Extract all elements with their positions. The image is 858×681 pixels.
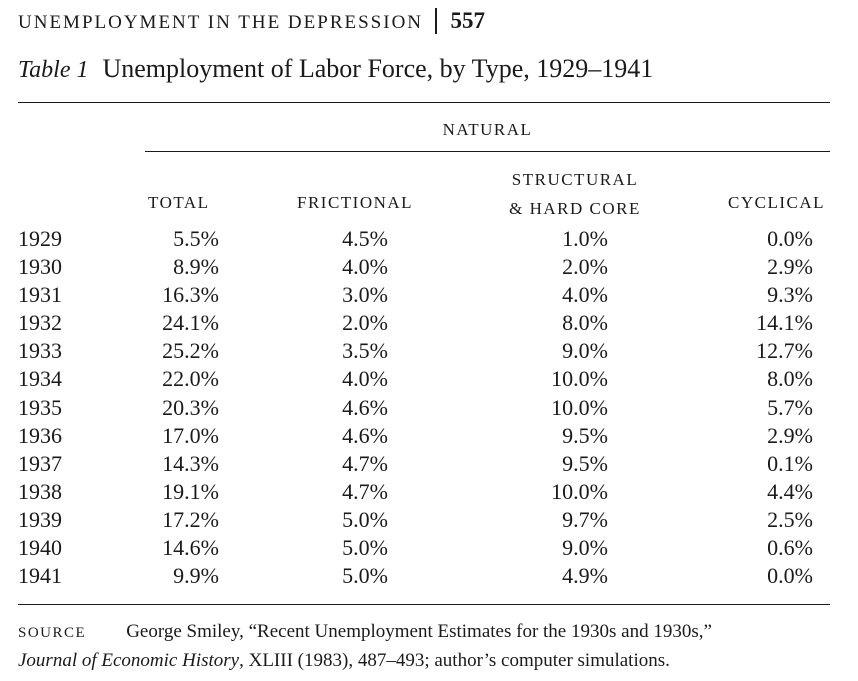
year-cell: 1933 [18,338,62,364]
table-row [0,507,858,535]
cyclical-cell: 2.5% [767,506,813,532]
frictional-cell: 4.7% [342,450,388,476]
table-row [0,535,858,563]
frictional-cell: 5.0% [342,563,388,589]
total-cell: 24.1% [162,310,219,336]
running-head-title: UNEMPLOYMENT IN THE DEPRESSION [18,12,424,33]
table-row [0,254,858,282]
column-header-frictional: FRICTIONAL [297,193,414,212]
table-label: Table 1 [18,57,89,83]
frictional-cell: 3.0% [342,282,388,308]
source-citation: , XLIII (1983), 487–493; author’s computer simulations. [239,650,670,671]
year-cell: 1932 [18,310,62,336]
cyclical-cell: 9.3% [767,282,813,308]
year-cell: 1937 [18,450,62,476]
structural-cell: 10.0% [551,366,608,392]
total-cell: 14.6% [162,535,219,561]
total-cell: 5.5% [173,226,219,251]
total-cell: 22.0% [162,366,219,392]
column-header-total: TOTAL [148,193,210,212]
table-caption: Unemployment of Labor Force, by Type, 1929–1941 [102,54,654,83]
total-cell: 16.3% [162,282,219,308]
cyclical-cell: 8.0% [767,366,813,392]
year-cell: 1935 [18,394,62,420]
total-cell: 9.9% [173,563,219,589]
total-cell: 8.9% [173,254,219,280]
frictional-cell: 5.0% [342,535,388,561]
structural-cell: 9.5% [562,422,608,448]
table-row [0,395,858,423]
cyclical-cell: 0.6% [767,535,813,561]
cyclical-cell: 0.0% [767,226,813,251]
total-cell: 14.3% [162,450,219,476]
cyclical-cell: 2.9% [767,422,813,448]
group-rule [145,151,830,152]
source-text: George Smiley, “Recent Unemployment Estimates for the 1930s and 1930s,” [126,621,712,642]
table-title [18,54,653,84]
top-rule [18,102,830,103]
cyclical-cell: 5.7% [767,394,813,420]
total-cell: 17.2% [162,506,219,532]
source-journal: Journal of Economic History [18,650,240,671]
table-row [0,226,858,254]
cyclical-cell: 2.9% [767,254,813,280]
year-cell: 1930 [18,254,62,280]
year-cell: 1936 [18,422,62,448]
structural-cell: 8.0% [562,310,608,336]
structural-cell: 10.0% [551,394,608,420]
table-row [0,282,858,310]
frictional-cell: 4.0% [342,254,388,280]
total-cell: 20.3% [162,394,219,420]
total-cell: 19.1% [162,478,219,504]
frictional-cell: 4.0% [342,366,388,392]
cyclical-cell: 12.7% [756,338,813,364]
table-row [0,310,858,338]
year-cell: 1934 [18,366,62,392]
cyclical-cell: 14.1% [756,310,813,336]
running-head [18,8,485,34]
structural-cell: 9.5% [562,450,608,476]
year-cell: 1929 [18,226,62,251]
cyclical-cell: 0.1% [767,450,813,476]
structural-cell: 2.0% [562,254,608,280]
page-number: 557 [450,8,486,33]
frictional-cell: 4.5% [342,226,388,251]
structural-cell: 9.0% [562,535,608,561]
total-cell: 17.0% [162,422,219,448]
column-header-structural [495,165,655,223]
frictional-cell: 5.0% [342,506,388,532]
running-head-separator [435,8,437,34]
structural-cell: 4.0% [562,282,608,308]
table-row [0,451,858,479]
bottom-rule [18,604,830,605]
table-row [0,423,858,451]
year-cell: 1939 [18,506,62,532]
total-cell: 25.2% [162,338,219,364]
year-cell: 1938 [18,478,62,504]
cyclical-cell: 4.4% [767,478,813,504]
structural-cell: 1.0% [562,226,608,251]
structural-cell: 4.9% [562,563,608,589]
cyclical-cell: 0.0% [767,563,813,589]
year-cell: 1940 [18,535,62,561]
frictional-cell: 4.6% [342,394,388,420]
column-header-structural-line2: & HARD CORE [509,199,641,218]
table-row [0,479,858,507]
frictional-cell: 3.5% [342,338,388,364]
column-header-structural-line1: STRUCTURAL [511,170,639,189]
source-note [18,618,838,675]
table-row [0,563,858,591]
source-label: SOURCE [18,625,87,641]
structural-cell: 10.0% [551,478,608,504]
table-body [0,226,858,591]
frictional-cell: 2.0% [342,310,388,336]
structural-cell: 9.7% [562,506,608,532]
year-cell: 1941 [18,563,62,589]
frictional-cell: 4.7% [342,478,388,504]
table-row [0,338,858,366]
structural-cell: 9.0% [562,338,608,364]
natural-group-header: NATURAL [442,120,533,139]
table-row [0,366,858,394]
year-cell: 1931 [18,282,62,308]
frictional-cell: 4.6% [342,422,388,448]
column-header-cyclical: CYCLICAL [728,193,825,212]
